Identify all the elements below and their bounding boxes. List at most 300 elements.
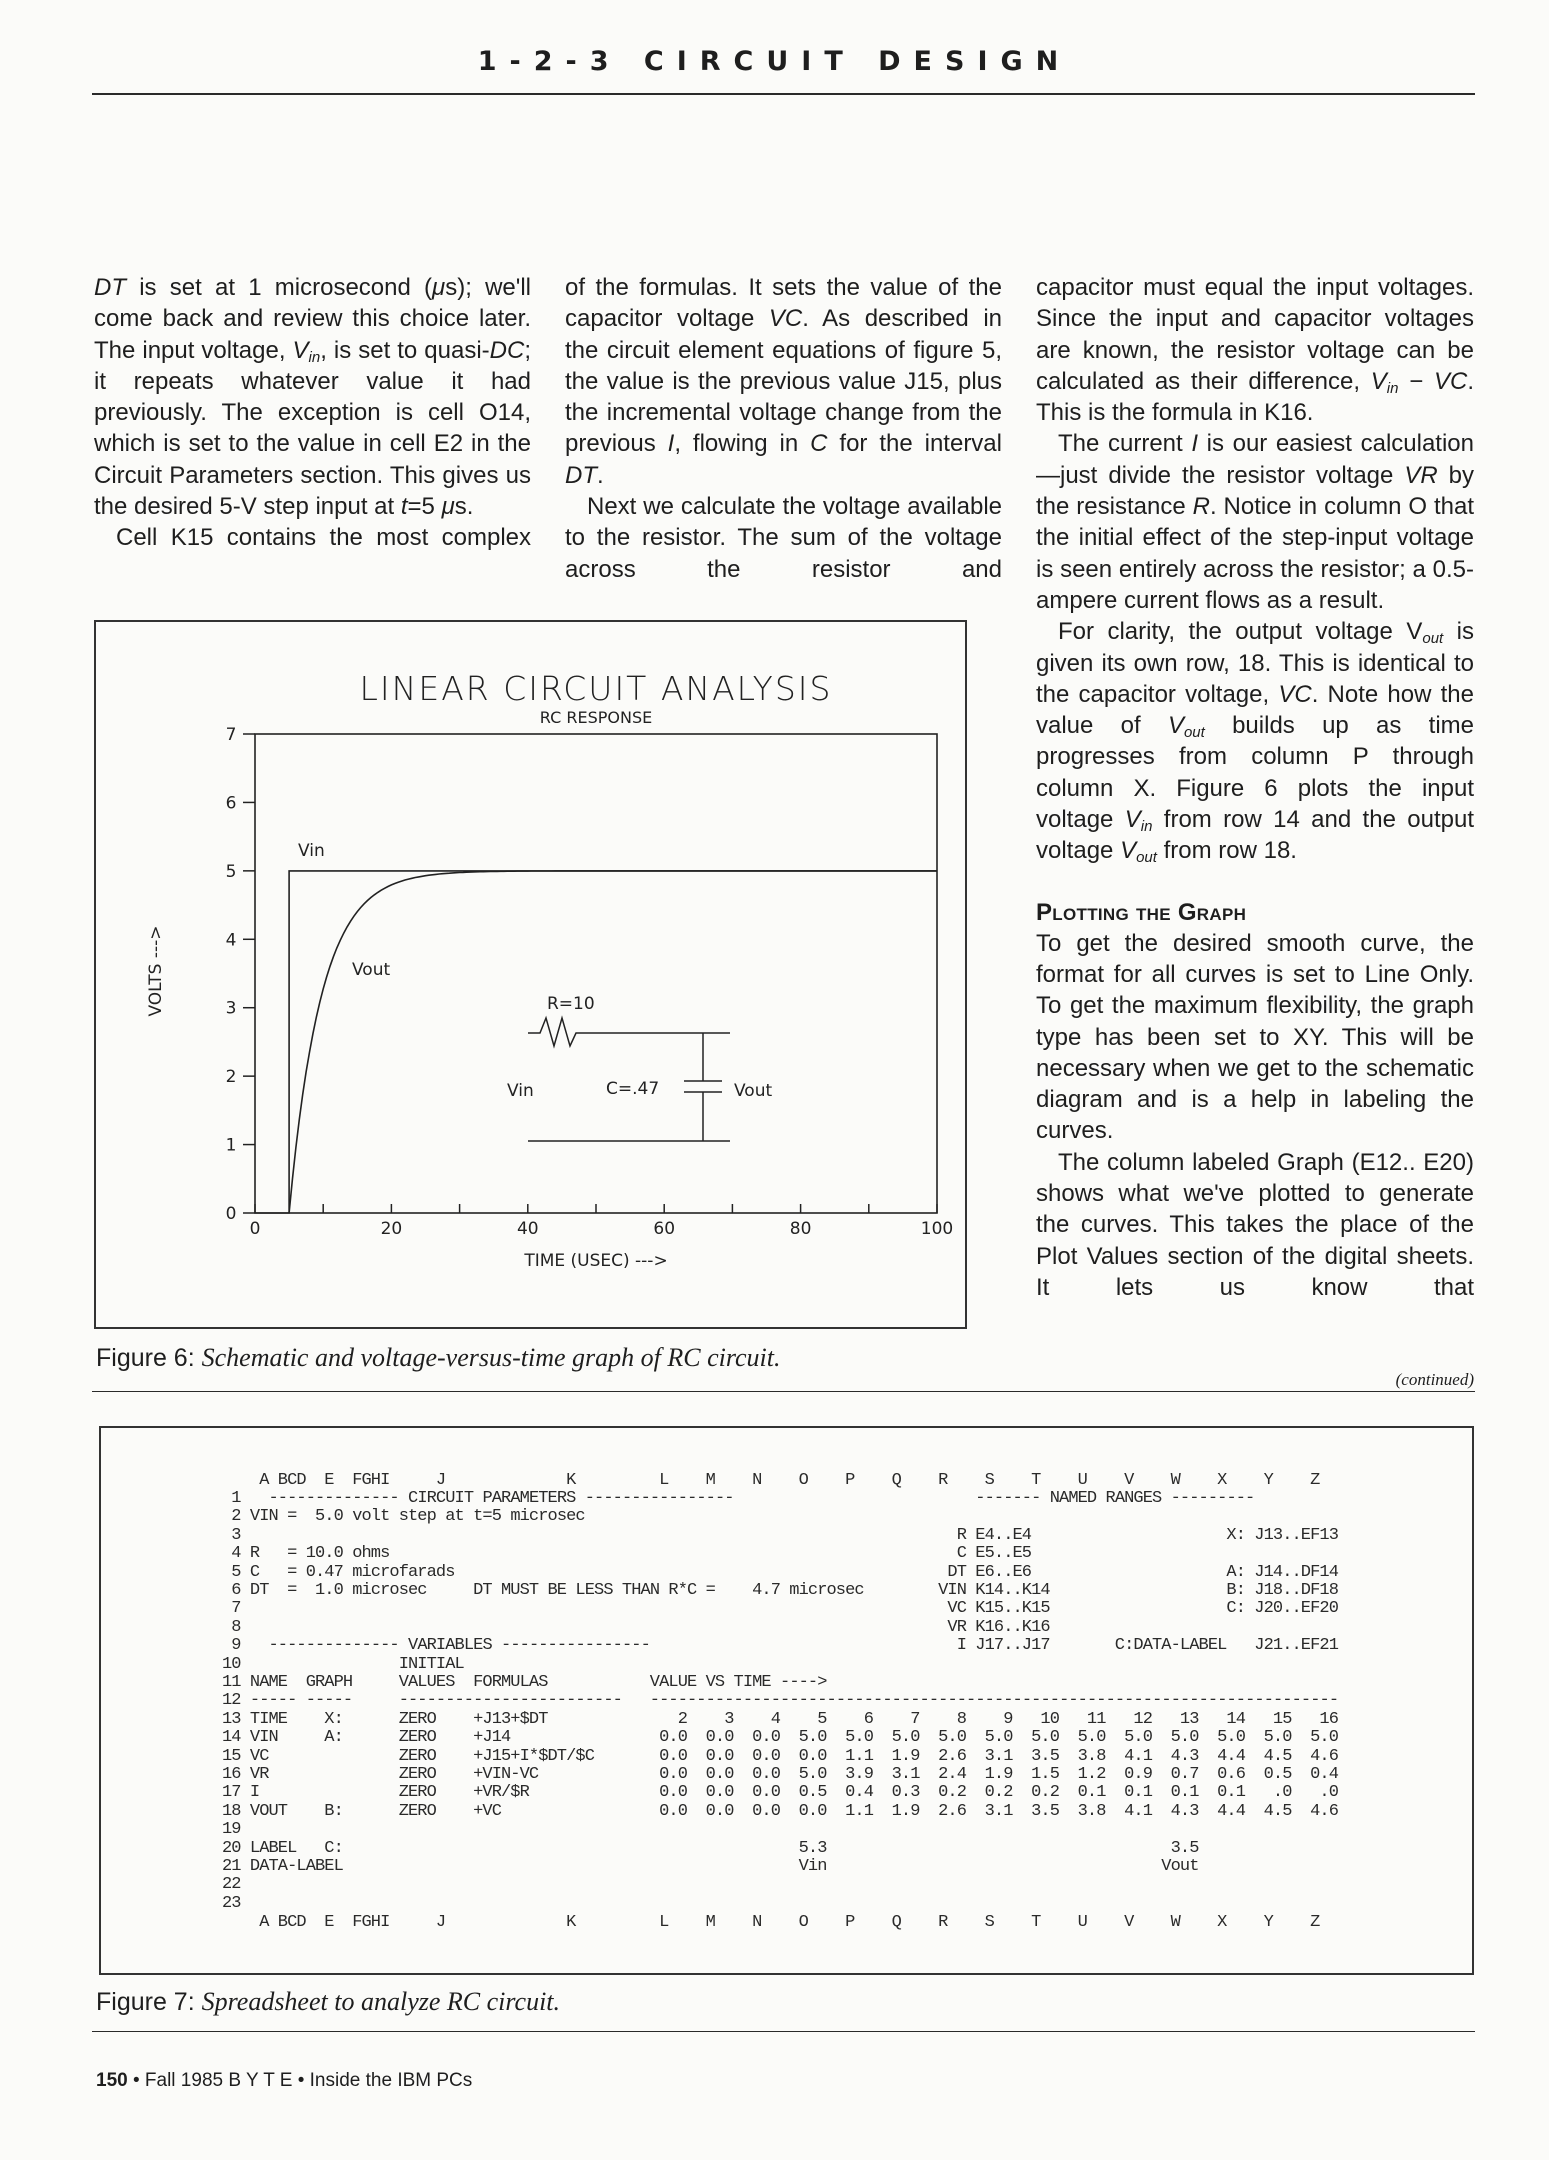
italic-term: t: [400, 493, 408, 521]
value-cell: 2.6: [938, 1801, 966, 1821]
named-range-name: DT: [947, 1562, 966, 1582]
caption-label: Figure 7:: [96, 1988, 195, 2016]
value-cell: 1.2: [1077, 1765, 1106, 1784]
param-unit: ohms: [352, 1544, 390, 1564]
column-footer-o: O: [798, 1913, 808, 1932]
row-number: 17: [222, 1783, 241, 1803]
value-cell: 0.0: [752, 1746, 780, 1766]
subscript: out: [1422, 630, 1444, 648]
value-cell: 4.6: [1310, 1801, 1338, 1821]
chart-subtitle: RC RESPONSE: [539, 708, 653, 727]
value-cell: 12: [1133, 1709, 1152, 1729]
paragraph: The current I is our easiest calculation—just divide the resistor voltage VR by the resistance R. Notice in column O that the initial effect of the step-input voltage is seen entirely across the resistor; a 0.5-ampere current flows as a result.: [1036, 430, 1475, 614]
graph-range-key: C:: [1226, 1599, 1245, 1619]
param-name: C: [249, 1562, 260, 1582]
column-footer-v: V: [1124, 1913, 1134, 1932]
column-header-l: L: [659, 1471, 669, 1490]
header-name: NAME: [249, 1673, 288, 1692]
param-unit: microfarads: [352, 1562, 455, 1582]
paragraph: For clarity, the output voltage $V_{out}$ is given its own row, 18. This is identical to the capacitor voltage, VC. Note how the value of $V_{out}$ builds up as time progresses from column P through column X. Figure 6 plots the input voltage $V_{in}$ from row 14 and the output voltage $V_{out}$ from row 18.: [1036, 618, 1475, 867]
column-footer-z: Z: [1310, 1913, 1320, 1932]
divider: --------: [398, 1691, 474, 1711]
column-footer-l: L: [659, 1913, 669, 1932]
column-header-q: Q: [891, 1471, 901, 1490]
value-cell: 0.7: [1170, 1765, 1199, 1784]
value-cell: 3.1: [891, 1765, 920, 1784]
param-value: 0.47: [305, 1562, 343, 1582]
param-unit: volt step at t=5 microsec: [352, 1507, 585, 1527]
variable-formula: +VC: [473, 1801, 501, 1821]
value-cell: 0.0: [659, 1746, 687, 1766]
section-heading: Plotting the Graph: [1036, 898, 1247, 926]
input-label: Vin: [507, 1081, 534, 1101]
graph-range-key: B:: [1226, 1581, 1245, 1600]
y-tick-label: 5: [225, 861, 237, 882]
variable-formula: +J13+$DT: [473, 1709, 548, 1729]
column-footer-y: Y: [1263, 1913, 1273, 1932]
label-row-graph: C:: [324, 1838, 343, 1858]
resistor-label: R=10: [547, 994, 595, 1014]
column-footer-w: W: [1170, 1913, 1180, 1932]
value-cell: 3.1: [984, 1746, 1013, 1766]
variable-initial: ZERO: [398, 1746, 436, 1766]
column-header-m: M: [705, 1471, 715, 1490]
value-cell: 5.0: [1077, 1728, 1106, 1748]
value-cell: 0.0: [798, 1746, 827, 1766]
value-cell: 4.5: [1263, 1746, 1292, 1766]
value-cell: 4.5: [1263, 1801, 1292, 1821]
column-footer-u: U: [1077, 1913, 1087, 1932]
column-header-t: T: [1031, 1471, 1041, 1490]
figure-6-caption: [96, 1343, 780, 1373]
value-cell: 0.1: [1170, 1783, 1199, 1803]
variable-initial: ZERO: [398, 1709, 436, 1729]
column-header-bcd: BCD: [277, 1471, 306, 1490]
column-header-y: Y: [1263, 1471, 1273, 1490]
value-cell: 0.4: [845, 1783, 873, 1803]
value-cell: 3.8: [1077, 1746, 1106, 1766]
y-tick-label: 3: [225, 998, 237, 1019]
label-value: 3.5: [1170, 1838, 1199, 1858]
param-value: 10.0: [305, 1544, 343, 1564]
row-number: 13: [222, 1709, 241, 1729]
value-cell: 4.6: [1310, 1746, 1338, 1766]
row-number: 10: [222, 1654, 241, 1674]
column-footer-j: J: [435, 1913, 446, 1932]
value-cell: 5.0: [1217, 1728, 1245, 1748]
curve-label-vin: Vin: [298, 841, 325, 861]
graph-range-value: J13..EF13: [1254, 1525, 1339, 1545]
variable-graph: X:: [324, 1709, 343, 1729]
subscript: out: [1136, 849, 1157, 867]
value-cell: 15: [1272, 1709, 1292, 1729]
label-row-name: LABEL: [249, 1838, 297, 1858]
y-tick-label: 7: [225, 725, 237, 745]
value-cell: 2: [677, 1709, 687, 1729]
value-cell: 7: [910, 1709, 920, 1729]
param-value: 5.0: [315, 1507, 343, 1527]
value-cell: 0.0: [752, 1801, 780, 1821]
value-cell: 5.0: [1124, 1728, 1152, 1748]
column-footer-x: X: [1217, 1913, 1227, 1932]
column-header-s: S: [984, 1471, 994, 1490]
column-footer-a: A: [259, 1913, 269, 1932]
value-cell: 14: [1226, 1709, 1245, 1729]
value-cell: 9: [1003, 1709, 1013, 1729]
italic-term: I: [667, 430, 675, 458]
italic-term: VR: [1404, 461, 1438, 489]
value-cell: 0.4: [1310, 1765, 1338, 1784]
row-number: 4: [231, 1544, 241, 1564]
value-cell: 0.2: [984, 1783, 1013, 1803]
row-number: 8: [231, 1617, 241, 1637]
data-label-range: J21..EF21: [1254, 1636, 1339, 1656]
param-unit: microsec: [352, 1581, 427, 1600]
paragraph: Next we calculate the voltage available to the resistor. The sum of the voltage across the resistor and: [565, 493, 1002, 583]
divider: -----: [249, 1691, 297, 1711]
label-value: 5.3: [798, 1838, 827, 1858]
value-cell: 0.1: [1077, 1783, 1106, 1803]
value-cell: 0.0: [659, 1801, 687, 1821]
subscript: in: [308, 348, 321, 366]
variable-initial: ZERO: [398, 1765, 436, 1784]
param-equals: =: [287, 1507, 297, 1527]
resistor-symbol: [528, 1018, 730, 1046]
x-tick-label: 0: [249, 1219, 261, 1239]
value-cell: 5.0: [984, 1728, 1013, 1748]
divider: ----------------: [473, 1691, 622, 1711]
column-footer-r: R: [938, 1913, 948, 1932]
value-cell: 5.0: [938, 1728, 966, 1748]
variable-name: VIN: [249, 1728, 278, 1748]
value-cell: 5.0: [1263, 1728, 1292, 1748]
output-label: Vout: [734, 1081, 773, 1101]
data-label-text: Vout: [1161, 1857, 1199, 1876]
value-cell: 4: [770, 1709, 780, 1729]
variable-name: VOUT: [249, 1801, 288, 1821]
named-range-value: J17..J17: [975, 1636, 1050, 1656]
paragraph: To get the desired smooth curve, the format for all curves is set to Line Only. To get the maximum flexibility, the graph type has been set to XY. This will be necessary when we get to the schematic diagram and is a help in labeling the curves.: [1036, 929, 1474, 1145]
param-name: R: [249, 1544, 260, 1564]
x-axis-label: TIME (USEC) --->: [524, 1251, 668, 1271]
y-tick-label: 0: [225, 1204, 237, 1224]
data-label-key: C:DATA-LABEL: [1114, 1636, 1227, 1656]
column-header-e: E: [324, 1471, 334, 1490]
value-cell: 5.0: [798, 1765, 827, 1784]
caption-label: Figure 6:: [96, 1344, 195, 1372]
graph-range-key: A:: [1226, 1562, 1245, 1582]
column-header-a: A: [259, 1471, 269, 1490]
italic-term: VC: [1433, 367, 1468, 395]
value-cell: 0.0: [752, 1765, 780, 1784]
value-cell: 0.0: [705, 1728, 734, 1748]
row-number: 22: [222, 1875, 241, 1895]
value-cell: 4.1: [1124, 1801, 1152, 1821]
italic-term: μ: [441, 493, 455, 521]
y-tick-label: 1: [225, 1135, 237, 1156]
header-formulas: FORMULAS: [473, 1673, 548, 1692]
row-number: 5: [231, 1562, 241, 1582]
continued-note: (continued): [1395, 1370, 1474, 1389]
value-cell: 0.5: [1263, 1765, 1292, 1784]
value-cell: 0.1: [1124, 1783, 1152, 1803]
row-number: 19: [222, 1820, 241, 1840]
paragraph: DT is set at 1 microsecond (μs); we'll come back and review this choice later. The input voltage, $V_{in}$, is set to quasi-DC; it repeats whatever value it had previously. The exception is cell O14, which is set to the value in cell E2 in the Circuit Parameters section. This gives us the desired 5-V step input at t=5 μs.: [94, 274, 532, 521]
param-equals: =: [287, 1544, 297, 1564]
caption-text: Spreadsheet to analyze RC circuit.: [201, 1987, 561, 2016]
value-cell: 0.0: [752, 1783, 780, 1803]
variable-initial: ZERO: [398, 1801, 436, 1821]
header-value-vs-time: VALUE VS TIME ---->: [649, 1673, 827, 1692]
named-range-value: E4..E4: [975, 1525, 1032, 1545]
graph-range-key: X:: [1226, 1525, 1245, 1545]
named-range-value: K14..K14: [975, 1581, 1050, 1600]
column-header-fghi: FGHI: [352, 1471, 390, 1490]
value-cell: 0.1: [1217, 1783, 1245, 1803]
value-cell: 0.9: [1124, 1765, 1152, 1784]
column-footer-bcd: BCD: [277, 1913, 306, 1932]
column-header-x: X: [1217, 1471, 1227, 1490]
section-circuit-parameters: -------------- CIRCUIT PARAMETERS ----------------: [268, 1489, 734, 1508]
param-name: VIN: [249, 1507, 278, 1527]
section-named-ranges: ------- NAMED RANGES ---------: [975, 1489, 1255, 1508]
param-equals: =: [287, 1562, 297, 1582]
value-cell: 5.0: [1170, 1728, 1199, 1748]
row-number: 14: [222, 1728, 241, 1748]
param-equals: =: [287, 1581, 297, 1600]
subscript: in: [1386, 379, 1399, 397]
italic-term: V: [1120, 837, 1137, 865]
named-range-name: C: [956, 1544, 966, 1564]
column-header-u: U: [1077, 1471, 1087, 1490]
column-footer-fghi: FGHI: [352, 1913, 390, 1932]
column-footer-e: E: [324, 1913, 334, 1932]
value-cell: 1.1: [845, 1801, 873, 1821]
variable-formula: +VR/$R: [473, 1783, 529, 1803]
italic-term: V: [1167, 712, 1184, 740]
rc-value: 4.7: [752, 1581, 780, 1600]
column-header-k: K: [566, 1471, 576, 1490]
value-cell: 6: [863, 1709, 873, 1729]
variable-initial: ZERO: [398, 1728, 436, 1748]
page-footer: [96, 2070, 472, 2092]
italic-term: DT: [94, 274, 126, 301]
variable-name: VC: [249, 1746, 269, 1766]
value-cell: .0: [1319, 1783, 1338, 1803]
row-number: 11: [222, 1673, 241, 1692]
header-values: VALUES: [398, 1673, 455, 1692]
row-number: 9: [231, 1636, 241, 1656]
column-header-n: N: [752, 1471, 762, 1490]
paragraph: of the formulas. It sets the value of the capacitor voltage VC. As described in the circuit element equations of figure 5, the value is the previous value J15, plus the incremental voltage change from the previous I, flowing in C for the interval DT.: [565, 274, 1002, 489]
value-cell: 0.6: [1217, 1765, 1245, 1784]
paragraph: capacitor must equal the input voltages. Since the input and capacitor voltages are known, the resistor voltage can be calculated as their difference, $V_{in}$ − VC. This is the formula in K16.: [1036, 274, 1474, 427]
divider: --------------------------------------------------------------------------: [649, 1691, 1339, 1711]
value-cell: 2.4: [938, 1765, 966, 1784]
x-tick-label: 40: [516, 1219, 539, 1239]
column-footer-n: N: [752, 1913, 762, 1932]
named-range-name: VC: [947, 1599, 966, 1619]
divider: -----: [305, 1691, 353, 1711]
y-tick-label: 6: [225, 793, 237, 814]
figure-7-rule: [92, 2031, 1475, 2032]
variable-graph: B:: [324, 1801, 343, 1821]
value-cell: 1.1: [845, 1746, 873, 1766]
running-head: 1-2-3 CIRCUIT DESIGN: [477, 46, 1072, 77]
series-line-vout: [289, 871, 937, 1213]
value-cell: 5: [817, 1709, 827, 1729]
column-footer-q: Q: [891, 1913, 901, 1932]
dt-note: DT MUST BE LESS THAN R*C =: [473, 1581, 715, 1600]
italic-term: DT: [565, 461, 597, 489]
column-footer-k: K: [566, 1913, 576, 1932]
italic-term: μ: [432, 274, 446, 301]
y-tick-label: 2: [225, 1067, 237, 1088]
row-number: 12: [222, 1691, 241, 1711]
named-range-value: E6..E6: [975, 1562, 1032, 1582]
graph-range-value: J20..EF20: [1254, 1599, 1339, 1619]
named-range-name: R: [956, 1525, 966, 1545]
column-header-o: O: [798, 1471, 808, 1490]
variable-formula: +J14: [473, 1728, 511, 1748]
column-header-p: P: [845, 1471, 855, 1490]
graph-range-value: J14..DF14: [1254, 1562, 1339, 1582]
named-range-value: K16..K16: [975, 1617, 1050, 1637]
x-tick-label: 80: [789, 1219, 812, 1239]
value-cell: 3.5: [1031, 1746, 1059, 1766]
row-number: 20: [222, 1838, 241, 1858]
italic-term: V: [1370, 367, 1387, 395]
value-cell: 3.8: [1077, 1801, 1106, 1821]
row-number: 15: [222, 1746, 241, 1766]
row-number: 23: [222, 1893, 241, 1913]
page-number: 150: [96, 2070, 128, 2091]
chart-title: LINEAR CIRCUIT ANALYSIS: [359, 669, 833, 708]
italic-term: I: [1191, 430, 1198, 458]
paragraph: The column labeled Graph (E12.. E20) shows what we've plotted to generate the curves. This takes the place of the Plot Values section of the digital sheets. It lets us know that: [1036, 1148, 1474, 1301]
named-range-value: K15..K15: [975, 1599, 1050, 1619]
value-cell: 2.6: [938, 1746, 966, 1766]
row-number: 21: [222, 1857, 241, 1876]
value-cell: 0.0: [705, 1783, 734, 1803]
value-cell: 3.5: [1031, 1801, 1059, 1821]
column-footer-t: T: [1031, 1913, 1041, 1932]
series-line-vin: [255, 871, 937, 1213]
value-cell: 3.9: [845, 1765, 873, 1784]
value-cell: 0.2: [938, 1783, 966, 1803]
value-cell: 8: [956, 1709, 966, 1729]
value-cell: 0.0: [798, 1801, 827, 1821]
value-cell: 5.0: [798, 1728, 827, 1748]
rc-unit: microsec: [789, 1581, 864, 1600]
row-number: 16: [222, 1765, 241, 1784]
value-cell: 0.0: [659, 1728, 687, 1748]
capacitor-label: C=.47: [606, 1079, 660, 1099]
value-cell: 3.1: [984, 1801, 1013, 1821]
value-cell: 0.0: [705, 1765, 734, 1784]
named-range-value: E5..E5: [975, 1544, 1032, 1564]
variable-formula: +J15+I*$DT/$C: [473, 1746, 595, 1766]
variable-name: TIME: [249, 1709, 288, 1729]
curve-label-vout: Vout: [352, 960, 391, 980]
x-tick-label: 20: [380, 1219, 403, 1239]
subscript: in: [1140, 818, 1153, 836]
paragraph: Cell K15 contains the most complex: [116, 524, 531, 552]
value-cell: 1.5: [1031, 1765, 1059, 1784]
column-footer-p: P: [845, 1913, 855, 1932]
column-header-v: V: [1124, 1471, 1134, 1490]
param-value: 1.0: [315, 1581, 343, 1600]
named-range-name: VIN: [938, 1581, 966, 1600]
value-cell: 1.9: [984, 1765, 1013, 1784]
column-header-w: W: [1170, 1471, 1180, 1490]
value-cell: 4.4: [1217, 1801, 1245, 1821]
variable-formula: +VIN-VC: [473, 1765, 539, 1784]
row-number: 6: [231, 1581, 241, 1600]
y-tick-label: 4: [225, 930, 237, 951]
row-number: 18: [222, 1801, 241, 1821]
variable-name: VR: [249, 1765, 269, 1784]
variable-name: I: [249, 1783, 260, 1803]
graph-range-value: J18..DF18: [1254, 1581, 1339, 1600]
italic-term: V: [292, 336, 309, 364]
italic-term: V: [1124, 806, 1141, 834]
y-axis-label: VOLTS --->: [146, 925, 166, 1017]
column-header-j: J: [435, 1471, 446, 1490]
value-cell: 5.0: [1031, 1728, 1059, 1748]
value-cell: 0.3: [891, 1783, 920, 1803]
section-variables: -------------- VARIABLES ----------------: [268, 1636, 650, 1656]
value-cell: 11: [1086, 1709, 1106, 1729]
value-cell: 0.0: [705, 1801, 734, 1821]
column-header-r: R: [938, 1471, 948, 1490]
value-cell: 0.0: [659, 1783, 687, 1803]
x-tick-label: 100: [920, 1219, 954, 1239]
value-cell: 0.2: [1031, 1783, 1059, 1803]
named-range-name: VR: [947, 1617, 966, 1637]
italic-term: VC: [1278, 680, 1312, 708]
value-cell: 0.0: [752, 1728, 780, 1748]
italic-term: R: [1192, 493, 1210, 521]
value-cell: 4.3: [1170, 1746, 1199, 1766]
value-cell: 0.5: [798, 1783, 827, 1803]
value-cell: 0.0: [659, 1765, 687, 1784]
row-number: 7: [231, 1599, 241, 1619]
variable-initial: ZERO: [398, 1783, 436, 1803]
value-cell: 5.0: [1310, 1728, 1338, 1748]
row-number: 2: [231, 1507, 241, 1527]
italic-term: C: [810, 430, 828, 458]
subscript: out: [1183, 724, 1205, 742]
value-cell: 3: [724, 1709, 734, 1729]
value-cell: 5.0: [845, 1728, 873, 1748]
value-cell: .0: [1272, 1783, 1292, 1803]
header-graph: GRAPH: [305, 1673, 353, 1692]
header-initial: INITIAL: [398, 1654, 464, 1674]
caption-text: Schematic and voltage-versus-time graph of RC circuit.: [201, 1343, 781, 1372]
param-name: DT: [249, 1581, 269, 1600]
row-number: 1: [231, 1489, 241, 1508]
figure-6-rule: [92, 1391, 1475, 1392]
data-label-row-name: DATA-LABEL: [249, 1857, 343, 1876]
variable-graph: A:: [324, 1728, 343, 1748]
footer-text: • Fall 1985 B Y T E • Inside the IBM PCs: [132, 2070, 473, 2091]
value-cell: 16: [1319, 1709, 1338, 1729]
italic-term: VC: [768, 305, 803, 333]
italic-term: DC: [489, 336, 525, 364]
value-cell: 5.0: [891, 1728, 920, 1748]
row-number: 3: [231, 1525, 241, 1545]
